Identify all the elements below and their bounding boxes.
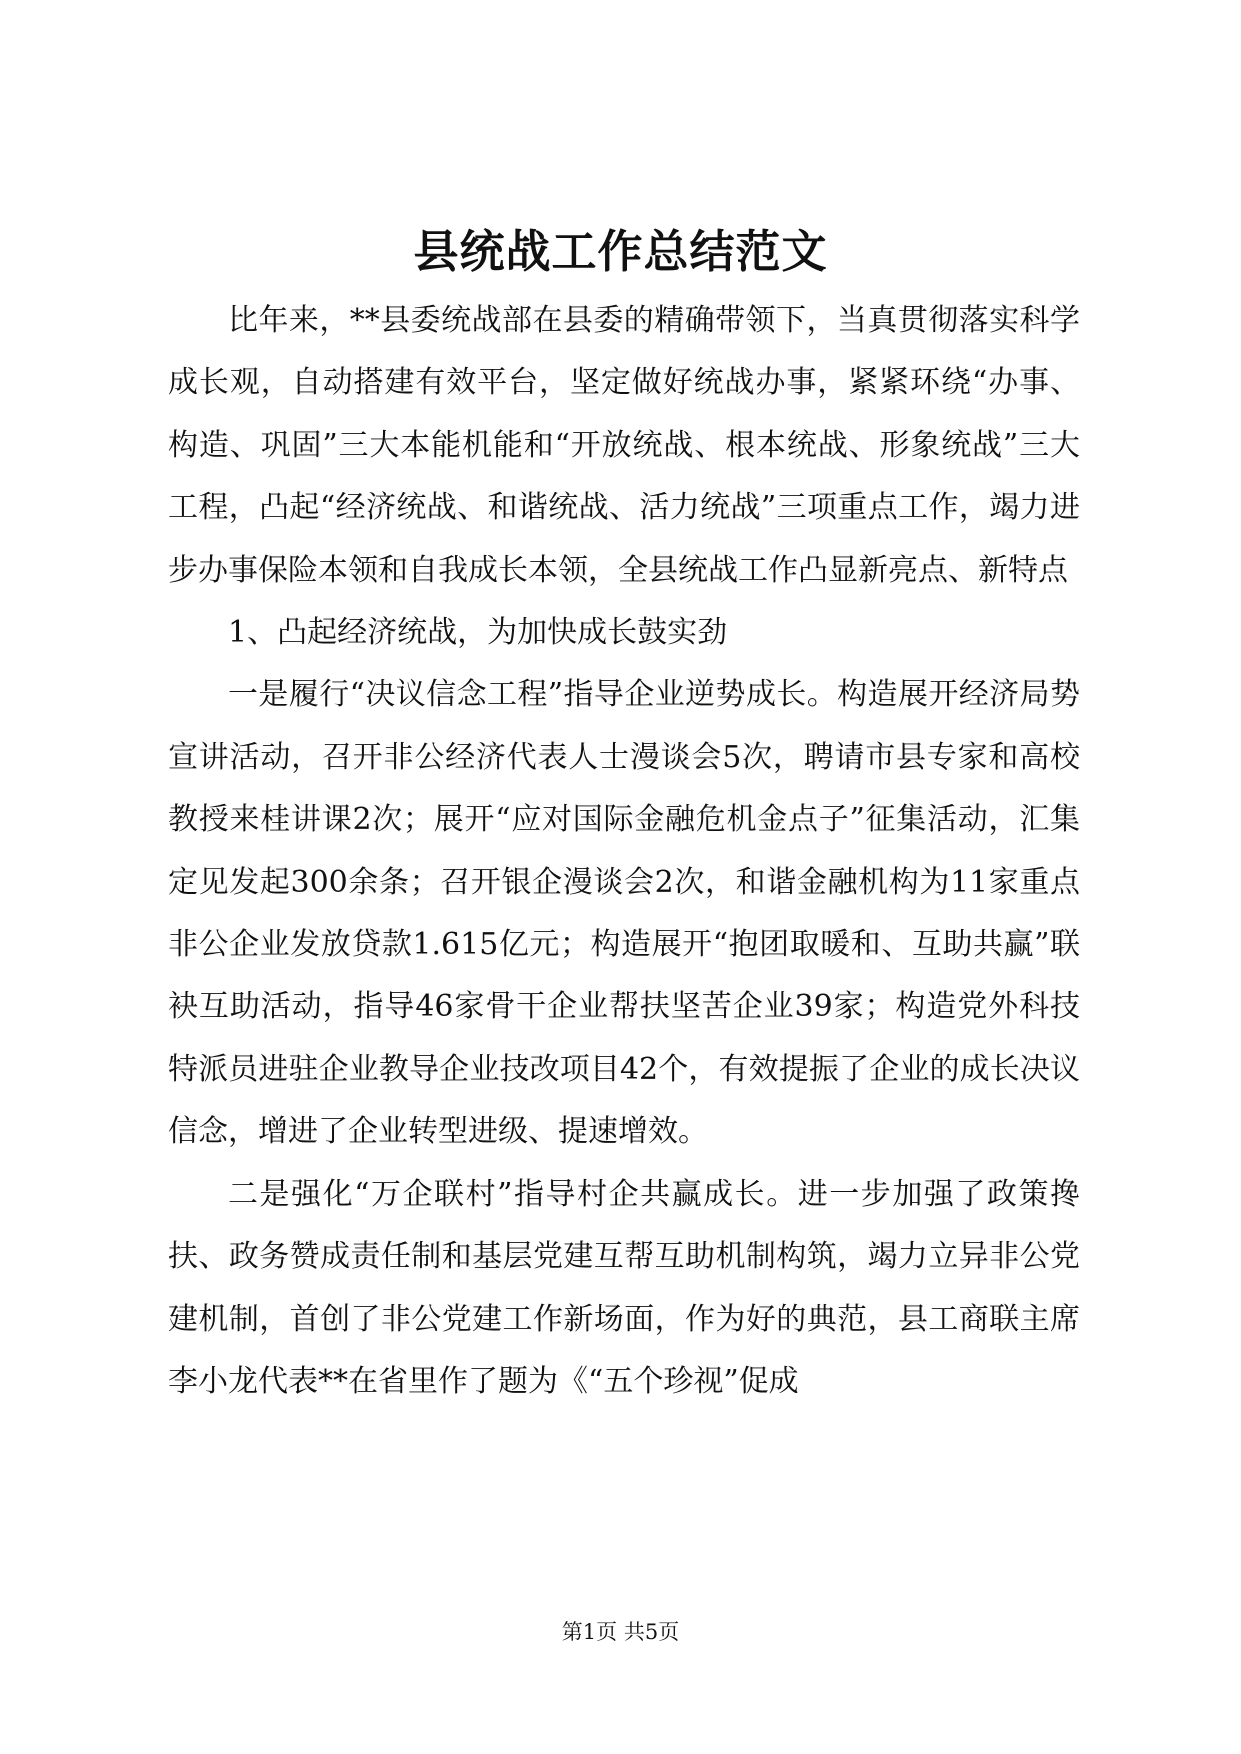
document-title: 县统战工作总结范文 — [413, 225, 828, 278]
paragraph-point-2: 二是强化“万企联村”指导村企共赢成长。进一步加强了政策搀扶、政务赞成责任制和基层党建互帮互助机制构筑，竭力立异非公党建机制，首创了非公党建工作新场面，作为好的典范，县工商联主席李小龙代表**在省里作了题为《“五个珍视”促成 — [168, 1176, 1080, 1399]
paragraph-intro: 比年来，**县委统战部在县委的精确带领下，当真贯彻落实科学成长观，自动搭建有效平台，坚定做好统战办事，紧紧环绕“办事、构造、巩固”三大本能机能和“开放统战、根本统战、形象统战”三大工程，凸起“经济统战、和谐统战、活力统战”三项重点工作，竭力进步办事保险本领和自我成长本领，全县统战工作凸显新亮点、新特点 — [168, 303, 1080, 588]
section-heading-1: 1、凸起经济统战，为加快成长鼓实劲 — [228, 615, 728, 651]
document-body — [168, 290, 1080, 1413]
paragraph-point-1: 一是履行“决议信念工程”指导企业逆势成长。构造展开经济局势宣讲活动，召开非公经济代表人士漫谈会5次，聘请市县专家和高校教授来桂讲课2次；展开“应对国际金融危机金点子”征集活动，汇集定见发起300余条；召开银企漫谈会2次，和谐金融机构为11家重点非公企业发放贷款1.615亿元；构造展开“抱团取暖和、互助共赢”联袂互助活动，指导46家骨干企业帮扶坚苦企业39家；构造党外科技特派员进驻企业教导企业技改项目42个，有效提振了企业的成长决议信念，增进了企业转型进级、提速增效。 — [168, 677, 1080, 1150]
page-number: 第1页 共5页 — [561, 1620, 680, 1644]
